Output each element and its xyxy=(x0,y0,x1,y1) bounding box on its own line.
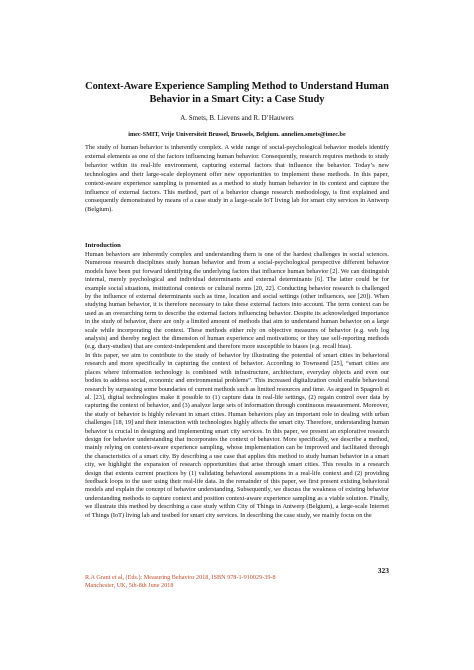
conference-footer xyxy=(85,574,276,590)
paper-title: Context-Aware Experience Sampling Method to Understand Human Behavior in a Smart City: a Case Study xyxy=(85,81,389,105)
introduction-paragraph-2: In this paper, we aim to contribute to the study of behavior by illustrating the potential of smart cities in behavioral research and more specifically in capturing the context of behavior. According to Townsend [25], “smart cities are places where information technology is combined with infrastructure, architecture, everyday objects and even our bodies to address social, economic and environmental problems”. This increased digitalization could enable behavioral research by surpassing some boundaries of current methods such as limited resources and time. As argued in Spagnoli et al. [23], digital technologies make it possible to (1) capture data in real-life settings, (2) regain control over data by capturing the context of behavior, and (3) analyze large sets of information through continuous measurement. Moreover, the study of behavior is highly relevant in smart cities. Human behaviors play an important role in dealing with urban challenges [18, 19] and their interaction with technologies highly affects the smart city. Therefore, understanding human behavior is crucial in designing and implementing smart city services. In this paper, we present an explorative research design for behavior understanding that incorporates the context of behavior. More specifically, we describe a method, mainly relying on context-aware experience sampling, whose implementation can be improved and facilitated through the characteristics of a smart city. By describing a use case that applies this method to study human behavior in a smart city, we highlight the expansion of research opportunities that arise through smart cities. This results in a research design that extents current practices by (1) validating behavioral assumptions in a real-life context and (2) providing feedback loops to the user using their real-life data. In the remainder of this paper, we first present existing behavioral models and explain the concept of behavior understanding. Subsequently, we discuss the weakness of existing behavior understanding methods to capture context and position context-aware experience sampling as a viable solution. Finally, we illustrate this method by describing a case study within City of Things in Antwerp (Belgium), a large-scale Internet of Things (IoT) living lab and testbed for smart city services. In describing the case study, we mainly focus on the xyxy=(85,351,389,519)
page-number: 323 xyxy=(377,566,389,575)
section-heading-introduction: Introduction xyxy=(85,242,121,249)
introduction-body xyxy=(85,251,389,520)
footer-line-1: R.A Grant et al, (Eds.): Measuring Behavior 2018, ISBN 978-1-910029-39-8 xyxy=(85,574,276,581)
affiliation-line: imec-SMIT, Vrije Universiteit Brussel, Brussels, Belgium. annelien.smets@imec.be xyxy=(128,131,346,138)
authors-line: A. Smets, B. Lievens and R. D’Hauwers xyxy=(180,114,294,122)
footer-line-2: Manchester, UK, 5th-8th June 2018 xyxy=(85,582,174,589)
abstract-paragraph: The study of human behavior is inherently complex. A wide range of social-psychological behavior models identify external elements as one of the factors influencing human behavior. Consequently, research requires methods to study behavior within its real-life environment, capturing external factors that influence the behavior. Today’s new technologies and their large-scale deployment offer new opportunities to implement these methods. In this paper, context-aware experience sampling is presented as a method to study human behavior in its context and capture the influence of external factors. This method, part of a behavior change research methodology, is first explained and consequently demonstrated by means of a case study in a large-scale IoT living lab for smart city services in Antwerp (Belgium). xyxy=(85,144,389,214)
introduction-paragraph-1: Human behaviors are inherently complex and understanding them is one of the hardest challenges in social sciences. Numerous research disciplines study human behavior and from a social-psychological perspective different behavior models have been put forward identifying the underlying factors that influence human behavior [2]. We can distinguish internal, merely psychological and individual determinants and external determinants [6]. The latter could be for example social situations, institutional contexts or cultural norms [20, 22]. Conducting behavior research is challenged by the influence of external determinants such as time, location and social settings (other influences, see [20]). When studying human behavior, it is therefore necessary to take these external factors into account. The term context can be used as an overarching term to describe the external factors influencing behavior. Despite its acknowledged importance in the study of behavior, there are only a limited amount of methods that aim to understand human behavior on a large scale while incorporating the context. These methods either rely on objective measures of behavior (e.g. web log analysis) and thereby neglect the dimension of human experience and motivations; or they use self-reporting methods (e.g. diary-studies) that are context-independent and therefore more susceptible to biases (e.g. recall bias). xyxy=(85,251,389,351)
